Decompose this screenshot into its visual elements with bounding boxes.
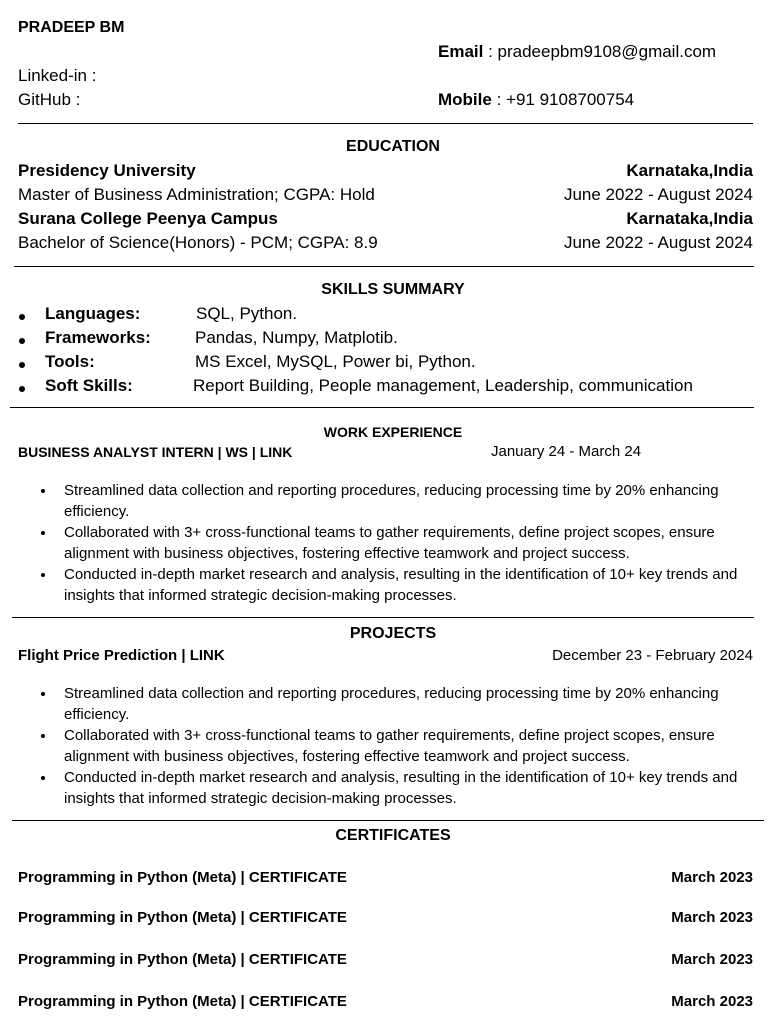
header-divider: [18, 123, 753, 124]
candidate-name: PRADEEP BM: [18, 19, 125, 36]
skill-value: SQL, Python.: [196, 304, 298, 323]
project-bullet-list: [64, 683, 754, 809]
linkedin-label[interactable]: Linked-in :: [18, 66, 97, 85]
education-degree: Bachelor of Science(Honors) - PCM; CGPA: 8.9: [18, 233, 378, 252]
project-bullet-text: Streamlined data collection and reporting procedures, reducing processing time by 20% enhancing efficiency.: [64, 685, 719, 723]
bullet-dot: [19, 362, 25, 368]
projects-heading: PROJECTS: [349, 625, 437, 642]
bullet-dot: [41, 692, 45, 696]
certificate-name[interactable]: Programming in Python (Meta) | CERTIFICATE: [18, 951, 347, 968]
project-dates: December 23 - February 2024: [552, 647, 753, 664]
email-label: Email: [438, 42, 484, 61]
bullet-dot: [41, 573, 45, 577]
education-dates: June 2022 - August 2024: [563, 233, 753, 252]
work-title[interactable]: BUSINESS ANALYST INTERN | WS | LINK: [18, 444, 293, 460]
skills-heading: SKILLS SUMMARY: [321, 281, 465, 298]
certificate-name[interactable]: Programming in Python (Meta) | CERTIFICATE: [18, 909, 347, 926]
bullet-dot: [19, 386, 25, 392]
project-title[interactable]: Flight Price Prediction | LINK: [18, 647, 225, 664]
education-dates: June 2022 - August 2024: [563, 185, 753, 204]
work-bullet: [64, 480, 754, 522]
project-bullet-text: Collaborated with 3+ cross-functional teams to gather requirements, define project scopes, ensure alignment with business objectives, fostering effective teamwork and project success.: [64, 727, 715, 765]
email-separator: :: [483, 42, 498, 61]
skill-value: Pandas, Numpy, Matplotib.: [195, 328, 398, 347]
mobile-separator: :: [491, 90, 507, 109]
skill-label: Languages:: [45, 304, 141, 323]
bullet-dot: [19, 314, 25, 320]
bullet-dot: [19, 338, 25, 344]
education-institution: Surana College Peenya Campus: [18, 209, 278, 228]
work-bullet: [64, 564, 754, 606]
project-bullet: [64, 725, 754, 767]
education-divider: [14, 266, 754, 267]
project-bullet-text: Conducted in-depth market research and analysis, resulting in the identification of 10+ key trends and insights that informed strategic decision-making processes.: [64, 769, 738, 807]
bullet-dot: [41, 734, 45, 738]
work-bullet: [64, 522, 754, 564]
education-heading: EDUCATION: [346, 138, 440, 155]
projects-divider: [12, 820, 764, 821]
education-location: Karnataka,India: [626, 161, 753, 180]
mobile-line: [438, 90, 634, 110]
work-bullet-list: [64, 480, 754, 606]
bullet-dot: [41, 489, 45, 493]
bullet-dot: [41, 776, 45, 780]
mobile-value: +91 9108700754: [506, 90, 635, 109]
bullet-dot: [41, 531, 45, 535]
work-divider: [12, 617, 754, 618]
project-bullet: [64, 683, 754, 725]
work-heading: WORK EXPERIENCE: [323, 424, 463, 440]
skill-value: MS Excel, MySQL, Power bi, Python.: [195, 352, 476, 371]
certificate-date: March 2023: [671, 909, 753, 926]
skill-label: Soft Skills:: [45, 376, 133, 395]
mobile-label: Mobile: [438, 90, 492, 109]
skill-value: Report Building, People management, Leadership, communication: [193, 376, 693, 395]
certificates-heading: CERTIFICATES: [335, 827, 451, 844]
work-bullet-text: Collaborated with 3+ cross-functional teams to gather requirements, define project scopes, ensure alignment with business objectives, fostering effective teamwork and project success.: [64, 524, 715, 562]
work-dates: January 24 - March 24: [491, 443, 642, 460]
work-bullet-text: Streamlined data collection and reporting procedures, reducing processing time by 20% enhancing efficiency.: [64, 482, 719, 520]
education-location: Karnataka,India: [626, 209, 753, 228]
work-bullet-text: Conducted in-depth market research and analysis, resulting in the identification of 10+ key trends and insights that informed strategic decision-making processes.: [64, 566, 738, 604]
certificate-name[interactable]: Programming in Python (Meta) | CERTIFICATE: [18, 869, 347, 886]
certificate-name[interactable]: Programming in Python (Meta) | CERTIFICATE: [18, 993, 347, 1010]
skill-label: Frameworks:: [45, 328, 151, 347]
email-value[interactable]: pradeepbm9108@gmail.com: [497, 42, 717, 61]
github-label[interactable]: GitHub :: [18, 90, 81, 109]
certificate-date: March 2023: [671, 951, 753, 968]
email-line: [438, 42, 716, 62]
certificate-date: March 2023: [671, 869, 753, 886]
certificate-date: March 2023: [671, 993, 753, 1010]
skill-label: Tools:: [45, 352, 95, 371]
skills-divider: [10, 407, 754, 408]
project-bullet: [64, 767, 754, 809]
education-degree: Master of Business Administration; CGPA: Hold: [18, 185, 375, 204]
education-institution: Presidency University: [18, 161, 196, 180]
